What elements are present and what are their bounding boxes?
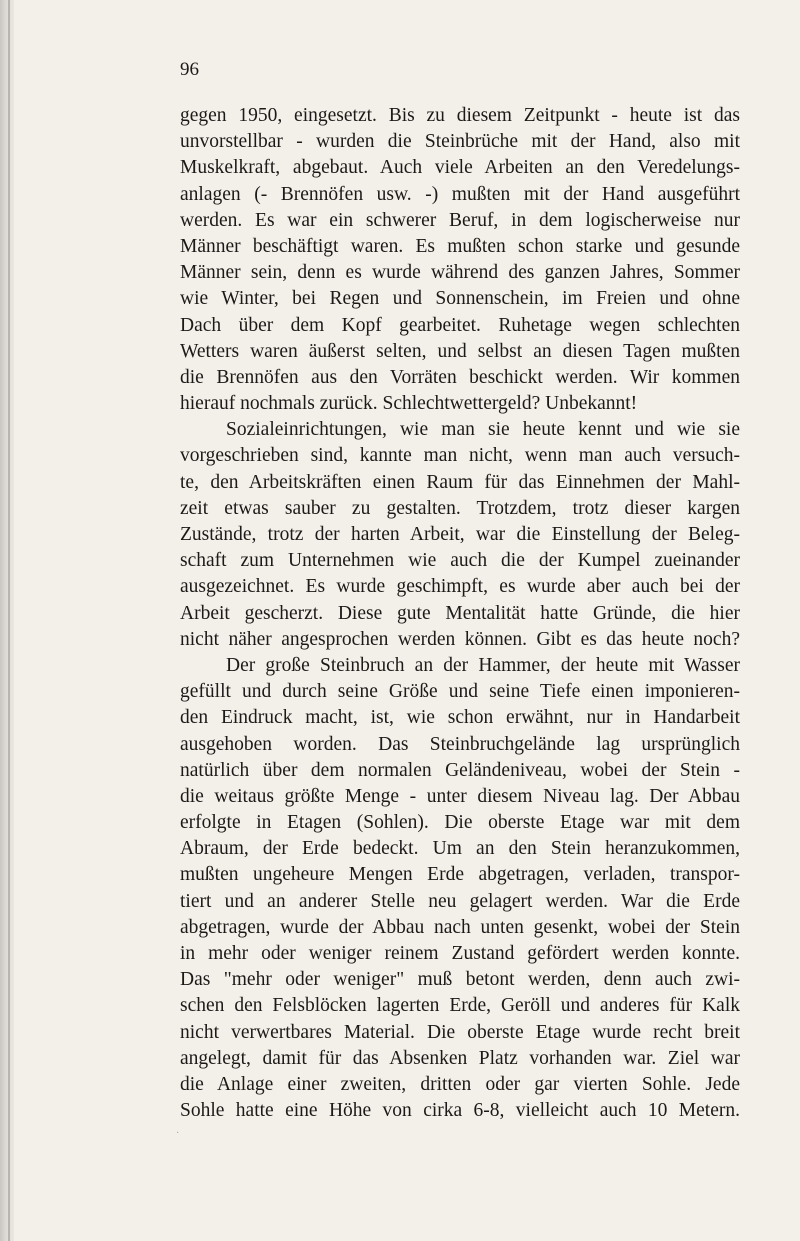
- text-line: Männer beschäftigt waren. Es mußten schon starke und gesunde: [180, 235, 740, 257]
- text-line: schaft zum Unternehmen wie auch die der Kumpel zueinander: [180, 550, 740, 572]
- text-line: gegen 1950, eingesetzt. Bis zu diesem Zeitpunkt - heute ist das: [180, 105, 740, 126]
- text-line: Das "mehr oder weniger" muß betont werden, denn auch zwi-: [180, 969, 740, 991]
- text-line: gefüllt und durch seine Größe und seine Tiefe einen imponieren-: [180, 681, 740, 703]
- text-line: Abraum, der Erde bedeckt. Um an den Stein heranzukommen,: [180, 838, 740, 860]
- text-line: Dach über dem Kopf gearbeitet. Ruhetage wegen schlechten: [180, 314, 740, 336]
- text-line: Zustände, trotz der harten Arbeit, war die Einstellung der Beleg-: [180, 524, 740, 545]
- text-line: Sohle hatte eine Höhe von cirka 6-8, vielleicht auch 10 Metern.: [180, 1100, 740, 1122]
- scan-speck: ·: [176, 1128, 180, 1139]
- text-line: ausgehoben worden. Das Steinbruchgelände lag ursprünglich: [180, 733, 740, 755]
- text-line: abgetragen, wurde der Abbau nach unten gesenkt, wobei der Stein: [180, 916, 740, 938]
- text-line: den Eindruck macht, ist, wie schon erwähnt, nur in Handarbeit: [180, 707, 740, 729]
- text-line: Männer sein, denn es wurde während des ganzen Jahres, Sommer: [180, 262, 740, 284]
- text-line: wie Winter, bei Regen und Sonnenschein, im Freien und ohne: [180, 288, 740, 310]
- text-line: in mehr oder weniger reinem Zustand gefördert werden konnte.: [180, 943, 740, 964]
- text-line: angelegt, damit für das Absenken Platz vorhanden war. Ziel war: [180, 1047, 740, 1069]
- text-line: anlagen (- Brennöfen usw. -) mußten mit der Hand ausgeführt: [180, 183, 740, 205]
- text-line: Sozialeinrichtungen, wie man sie heute kennt und wie sie: [226, 419, 740, 441]
- text-line: unvorstellbar - wurden die Steinbrüche mit der Hand, also mit: [180, 131, 740, 153]
- text-line: ausgezeichnet. Es wurde geschimpft, es wurde aber auch bei der: [180, 576, 740, 598]
- body-text: [180, 103, 740, 1124]
- text-line: mußten ungeheure Mengen Erde abgetragen, verladen, transpor-: [180, 864, 740, 886]
- text-line: nicht verwertbares Material. Die oberste Etage wurde recht breit: [180, 1021, 740, 1043]
- text-line: werden. Es war ein schwerer Beruf, in dem logischerweise nur: [180, 209, 740, 231]
- text-line: natürlich über dem normalen Geländeniveau, wobei der Stein -: [180, 759, 740, 781]
- text-line: hierauf nochmals zurück. Schlechtwettergeld? Unbekannt!: [180, 393, 638, 415]
- page-binding-line: [8, 0, 10, 1241]
- text-line: Arbeit gescherzt. Diese gute Mentalität hatte Gründe, die hier: [180, 602, 740, 624]
- text-line: te, den Arbeitskräften einen Raum für das Einnehmen der Mahl-: [180, 471, 740, 493]
- text-line: Muskelkraft, abgebaut. Auch viele Arbeiten an den Veredelungs-: [180, 157, 740, 179]
- text-line: Wetters waren äußerst selten, und selbst an diesen Tagen mußten: [180, 340, 740, 362]
- text-line: zeit etwas sauber zu gestalten. Trotzdem, trotz dieser kargen: [180, 497, 740, 519]
- text-line: schen den Felsblöcken lagerten Erde, Geröll und anderes für Kalk: [180, 995, 740, 1017]
- text-line: Der große Steinbruch an der Hammer, der heute mit Wasser: [226, 654, 740, 676]
- text-line: tiert und an anderer Stelle neu gelagert werden. War die Erde: [180, 890, 740, 912]
- page-binding-edge: [0, 0, 14, 1241]
- text-line: nicht näher angesprochen werden können. Gibt es das heute noch?: [180, 628, 740, 650]
- text-line: vorgeschrieben sind, kannte man nicht, wenn man auch versuch-: [180, 445, 740, 467]
- text-line: erfolgte in Etagen (Sohlen). Die oberste Etage war mit dem: [180, 812, 740, 834]
- text-line: die Anlage einer zweiten, dritten oder gar vierten Sohle. Jede: [180, 1073, 740, 1095]
- text-line: die weitaus größte Menge - unter diesem Niveau lag. Der Abbau: [180, 785, 740, 807]
- page-number: 96: [180, 59, 199, 80]
- text-line: die Brennöfen aus den Vorräten beschickt werden. Wir kommen: [180, 366, 740, 388]
